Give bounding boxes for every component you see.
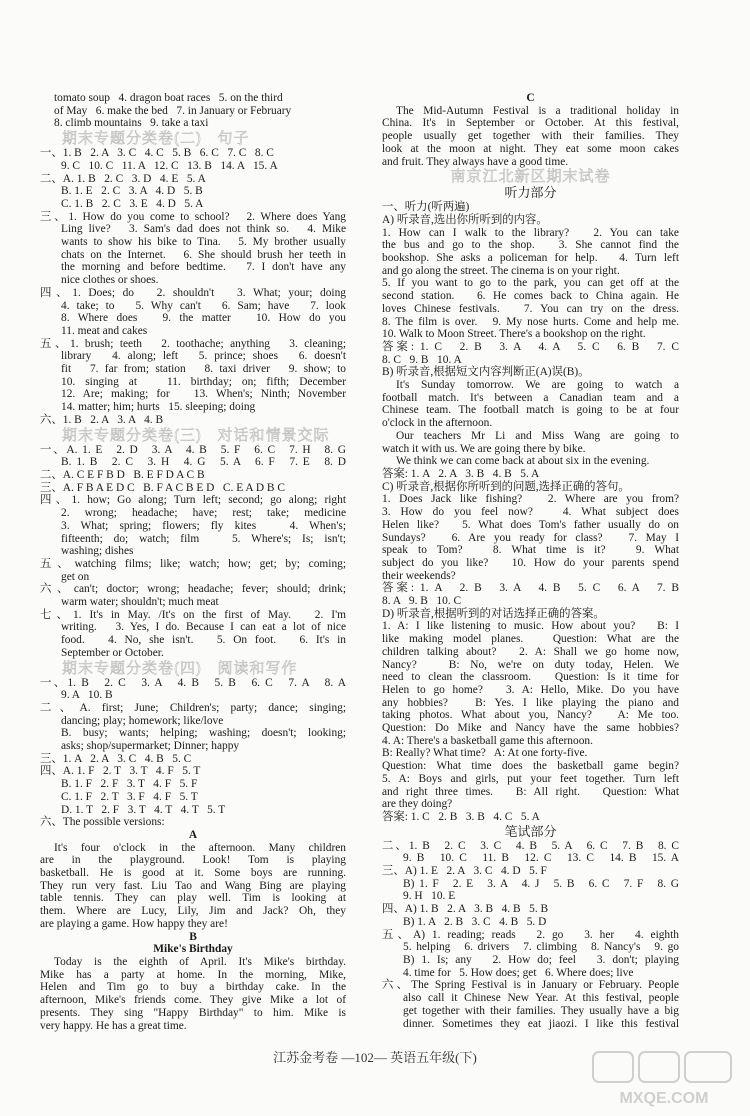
text-line: presents. They sing "Happy Birthday" to him. Mike is: [40, 1006, 346, 1019]
text-line: 8. Where does 9. the matter 10. How do you: [61, 312, 346, 325]
text-line: 五、1. brush; teeth 2. toothache; anything 3. cleaning;: [40, 337, 346, 350]
text-line: D) 听录音,根据听到的对话选择正确的答案。: [382, 607, 605, 620]
text-line: like making model planes. Question: What are the: [382, 633, 679, 646]
text-line: 9. B 10. C 11. B 12. C 13. C 14. B 15. A: [403, 852, 679, 865]
text-line: 5. A: Boys and girls, put your feet together. Turn left: [382, 772, 679, 785]
text-line: 3. How do you feel now? 4. What subject does: [382, 506, 679, 519]
text-line: 14. matter; him; hurts 15. sleeping; doing: [61, 401, 256, 414]
text-line: September or October.: [61, 646, 164, 659]
text-line: basketball. He is good at it. Some boys are running.: [40, 867, 346, 880]
text-line: 六、The Spring Festival is in January or February. People: [382, 979, 679, 992]
text-line: 一、听力(听两遍): [382, 201, 470, 214]
text-line: China. It's in September or October. At this festival,: [382, 117, 679, 130]
text-line: 二、A. C E F B D B. E F D A C B: [40, 468, 205, 481]
text-line: C: [526, 92, 535, 104]
section-heading: 期末专题分类卷(二) 句子: [62, 130, 250, 148]
text-line: 答案: 1. A 2. B 3. A 4. B 5. C 6. A 7. B: [382, 582, 679, 595]
text-line: get on: [61, 570, 90, 583]
text-line: dancing; play; homework; like/love: [61, 714, 224, 727]
text-line: wants to show his bike to Tina. 5. My brother usually: [61, 236, 346, 249]
text-line: dinner. Sometimes they eat jiaozi. I like this festival: [403, 1017, 679, 1030]
text-line: washing; dishes: [61, 545, 134, 558]
text-line: 10. singing at 11. birthday; on; fifth; December: [61, 375, 346, 388]
text-line: the morning and before bedtime. 7. I don't have any: [61, 261, 346, 274]
text-line: 四、1. Does; do 2. shouldn't 3. What; your; doing: [40, 286, 346, 299]
text-line: 六、1. B 2. A 3. A 4. B: [40, 413, 164, 426]
text-line: warm water; shouldn't; much meat: [61, 596, 219, 609]
text-line: asks; shop/supermarket; Dinner; happy: [61, 740, 240, 753]
svg-text:MXQE.COM: MXQE.COM: [619, 1090, 709, 1107]
text-line: and go along the street. The cinema is on your right.: [382, 264, 620, 277]
text-line: 一、1. B 2. C 3. A 4. B 5. B 6. C 7. A 8. A: [40, 676, 346, 689]
text-line: loves Chinese festivals. 7. You can try on the dress.: [382, 302, 679, 315]
text-line: 四、A) 1. B 2. A 3. B 4. B 5. B: [382, 903, 549, 916]
text-line: Our teachers Mr Li and Miss Wang are going to: [396, 429, 679, 442]
text-line: 9. C 10. C 11. A 12. C 13. B 14. A 15. A: [61, 159, 278, 172]
text-line: Helen to go home? 3. A: Hello, Mike. Do you have: [382, 683, 679, 696]
text-line: 三、1. A 2. A 3. C 4. B 5. C: [40, 752, 192, 765]
text-line: 二、A. first; June; Children's; party; dance; singing;: [40, 701, 346, 714]
text-line: B) 1. A 2. B 3. C 4. B 5. D: [403, 915, 547, 928]
section-heading: 南京江北新区期末试卷: [450, 168, 611, 186]
text-line: 二、1. B 2. C 3. C 4. B 5. A 6. C 7. B 8. C: [382, 839, 679, 852]
text-line: 三、1. How do you come to school? 2. Where does Yang: [40, 210, 346, 223]
text-line: food. 4. No, she isn't. 5. On foot. 6. It's in: [61, 634, 346, 647]
text-line: B. 1. E 2. C 3. A 4. D 5. B: [61, 185, 203, 198]
text-line: 9. H 10. E: [403, 890, 456, 903]
text-line: 六、The possible versions:: [40, 816, 165, 829]
text-line: get together with their families. They usually have a big: [403, 1004, 679, 1017]
text-line: 8. C 9. B 10. A: [382, 353, 462, 366]
text-line: 五、watching films; like; watch; how; get; by; coming;: [40, 557, 346, 570]
text-line: 10. Walk to Moon Street. There's a bookshop on the right.: [382, 328, 646, 341]
text-line: nice clothes or shoes.: [61, 274, 159, 287]
text-line: 六、can't; doctor; wrong; headache; fever; should; drink;: [40, 583, 346, 596]
text-line: 一、1. B 2. A 3. C 4. C 5. B 6. C 7. C 8. C: [40, 147, 274, 160]
text-line: 8. climb mountains 9. take a taxi: [54, 117, 209, 130]
text-line: 4. take; to 5. Why can't 6. Sam; have 7. look: [61, 299, 346, 312]
text-line: 4. A: There's a basketball game this afternoon.: [382, 734, 593, 747]
text-line: Helen and Tim go to buy a birthday cake. In the: [40, 981, 346, 994]
text-line: 七、1. It's in May. /It's on the first of May. 2. I'm: [40, 608, 346, 621]
text-line: We think we can come back at about six in the evening.: [396, 455, 650, 468]
left-column: [40, 92, 346, 1032]
text-line: tomato soup 4. dragon boat races 5. on the third: [54, 92, 283, 104]
text-line: table tennis. They can play well. Tim is looking at: [40, 892, 346, 905]
text-line: need to clean the classroom. Question: Is it time for: [382, 671, 679, 684]
text-line: o'clock in the afternoon.: [382, 417, 493, 430]
text-line: 答案: 1. A 2. A 3. B 4. B 5. A: [382, 467, 540, 480]
text-line: Chinese team. The football match is going to be at four: [382, 404, 679, 417]
text-line: the bus and go to the shop. 3. She cannot find the: [382, 239, 679, 252]
text-line: speak to Tom? 8. What time is it? 9. What: [382, 544, 679, 557]
text-line: 1. A: I like listening to music. How about you? B: I: [382, 620, 679, 633]
text-line: 笔试部分: [504, 823, 557, 839]
text-line: 8. The film is over. 9. My nose hurts. Come and help me.: [382, 315, 679, 328]
text-line: taking photos. What about you, Nancy? A: Me too.: [382, 709, 679, 722]
text-line: are playing a game. How happy they are!: [40, 917, 228, 930]
text-line: A: [188, 828, 198, 841]
text-line: B: Really? What time? A: At one forty-five.: [382, 747, 588, 760]
text-line: library 4. along; left 5. prince; shoes 6. doesn't: [61, 350, 346, 363]
text-line: B) 1. F 2. E 3. A 4. J 5. B 6. C 7. F 8. G: [403, 877, 679, 890]
text-line: of May 6. make the bed 7. in January or February: [54, 104, 292, 117]
section-heading: 期末专题分类卷(四) 阅读和写作: [62, 659, 298, 677]
text-line: 3. What; spring; flowers; fly kites 4. When's;: [61, 519, 346, 532]
text-line: writing. 3. Yes, I do. Because I can eat a lot of nice: [61, 621, 346, 634]
text-line: They run very fast. Liu Tao and Wang Bing are playing: [40, 879, 346, 892]
text-line: 答案: 1. C 2. B 3. A 4. A 5. C 6. B 7. C: [382, 340, 679, 353]
text-line: are in the playground. Look! Tom is playing: [40, 854, 346, 867]
text-line: and fruit. They always have a good time.: [382, 155, 569, 168]
text-line: D. 1. T 2. F 3. T 4. T 4. T 5. T: [61, 803, 226, 816]
right-column: [382, 92, 679, 1030]
text-line: 五、A) 1. reading; reads 2. go 3. her 4. eighth: [382, 928, 679, 941]
text-line: Today is the eighth of April. It's Mike's birthday.: [54, 956, 346, 968]
text-line: 1. Does Jack like fishing? 2. Where are you from?: [382, 493, 679, 506]
text-line: A) 听录音,选出你所听到的内容。: [382, 213, 548, 226]
text-line: 答案: 1. C 2. B 3. B 4. C 5. A: [382, 810, 540, 823]
text-line: B) 听录音,根据短文内容判断正(A)误(B)。: [382, 366, 590, 379]
text-line: 三、A) 1. E 2. A 3. C 4. D 5. F: [382, 865, 547, 878]
text-line: 三、A. F B A E D C B. F A C B E D C. E A D B C: [40, 481, 285, 494]
text-line: afternoon, Mike's friends come. They give Mike a lot of: [40, 994, 346, 1007]
text-line: 1. How can I walk to the library? 2. You can take: [382, 226, 679, 239]
text-line: Nancy? B: No, we're on duty today, Helen. We: [382, 658, 679, 671]
text-line: watch it with us. We are going there by bike.: [382, 442, 586, 455]
text-line: B. busy; wants; helping; washing; doesn't; looking;: [61, 727, 346, 740]
text-line: B: [189, 930, 197, 943]
text-line: B) 1. Is; any 2. How do; feel 3. don't; playing: [403, 954, 679, 966]
text-line: B. 1. B 2. C 3. H 4. G 5. A 6. F 7. E 8. D: [61, 456, 346, 469]
text-line: C. 1. B 2. C 3. E 4. D 5. A: [61, 197, 204, 210]
text-line: 5. helping 6. drivers 7. climbing 8. Nancy's 9. go: [403, 941, 679, 954]
text-line: Mike's Birthday: [153, 943, 233, 956]
text-line: Mike has a party at home. In the morning, Mike,: [40, 968, 346, 981]
section-heading: 期末专题分类卷(三) 对话和情景交际: [62, 426, 330, 444]
text-line: 8. A 9. B 10. C: [382, 595, 462, 608]
text-line: 11. meat and cakes: [61, 324, 148, 337]
text-line: 一、A. 1. E 2. D 3. A 4. B 5. F 6. C 7. H 8. G: [40, 443, 346, 456]
text-line: 听力部分: [504, 185, 557, 201]
text-line: any hobbies? B: Yes. I like playing the piano and: [382, 696, 679, 709]
text-line: and right three times. B: All right. Question: What: [382, 785, 679, 798]
text-line: 四、A. 1. F 2. T 3. T 4. F 5. T: [40, 765, 201, 778]
text-line: Question: Do Mike and Nancy have the same hobbies?: [382, 722, 679, 735]
text-line: 2. wrong; headache; have; rest; take; medicine: [61, 507, 346, 520]
text-line: them. Where are Lucy, Lily, Jim and Jack? Oh, they: [40, 905, 346, 918]
text-line: C. 1. F 2. T 3. F 4. F 5. T: [61, 790, 198, 803]
page-footer: 江苏金考卷 —102— 英语五年级(下): [273, 1050, 477, 1065]
watermark-logo: [589, 1048, 739, 1108]
text-line: Sundays? 6. Are you ready for class? 7. May I: [382, 531, 679, 544]
text-line: 5. If you want to go to the park, you can get off at the: [382, 277, 679, 290]
text-line: It's four o'clock in the afternoon. Many children: [54, 841, 346, 854]
text-line: football match. It's between a Canadian team and a: [382, 391, 679, 404]
text-line: their weekends?: [382, 569, 456, 582]
text-line: Ling live? 3. Sam's dad does not think so. 4. Mike: [61, 223, 346, 236]
text-line: Question: What time does the basketball game begin?: [382, 760, 679, 773]
text-line: Helen like? 5. What does Tom's father usually do on: [382, 518, 679, 531]
text-line: children talking about? 2. A: Shall we go home now,: [382, 645, 679, 658]
text-line: fit 7. far from; station 8. taxi driver 9. show; to: [61, 363, 346, 376]
text-line: 二、A. 1. B 2. C 3. D 4. E 5. A: [40, 172, 206, 185]
text-line: look at the moon at night. They eat some moon cakes: [382, 142, 679, 155]
text-line: also call it Chinese New Year. At this festival, people: [403, 992, 679, 1005]
text-line: C) 听录音,根据你所听到的问题,选择正确的答句。: [382, 480, 630, 493]
text-line: 12. Are; making; for 13. When's; Ninth; November: [61, 388, 346, 401]
text-line: 9. A 10. B: [61, 689, 113, 702]
text-line: B. 1. F 2. F 3. T 4. F 5. F: [61, 778, 198, 791]
text-line: second station. 6. He comes back to China again. He: [382, 290, 679, 303]
text-line: fifteenth; do; watch; film 5. Where's; Is; isn't;: [61, 532, 346, 545]
text-line: bookshop. She asks a policeman for help. 4. Turn left: [382, 252, 679, 265]
text-line: people usually get together with their families. They: [382, 130, 679, 143]
text-line: subject do you like? 10. How do your parents spend: [382, 556, 679, 569]
text-line: very happy. He has a great time.: [40, 1019, 187, 1032]
text-line: 4. time for 5. How does; get 6. Where does; live: [403, 966, 634, 979]
text-line: It's Sunday tomorrow. We are going to watch a: [396, 379, 679, 392]
text-line: chats on the Internet. 6. She should brush her teeth in: [61, 248, 346, 261]
text-line: 四、1. how; Go along; Turn left; second; go along; right: [40, 494, 346, 507]
text-line: The Mid-Autumn Festival is a traditional holiday in: [396, 104, 679, 117]
text-line: are they doing?: [382, 798, 453, 811]
